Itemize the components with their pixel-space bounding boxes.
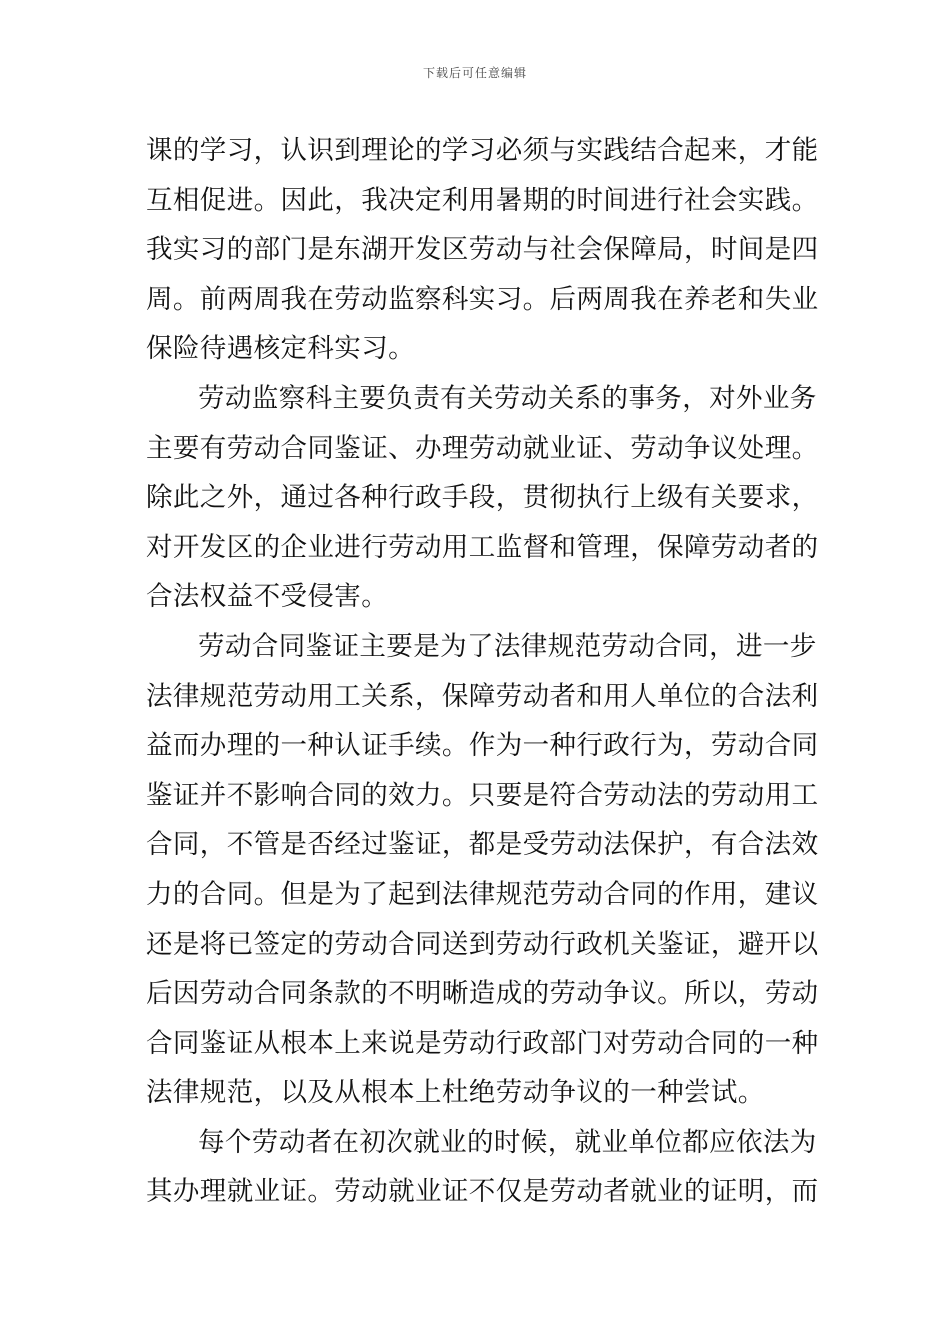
text-line: 法律规范劳动用工关系，保障劳动者和用人单位的合法利 <box>146 680 819 712</box>
text-line: 互相促进。因此，我决定利用暑期的时间进行社会实践。 <box>146 184 819 216</box>
text-line: 其办理就业证。劳动就业证不仅是劳动者就业的证明，而 <box>146 1176 819 1208</box>
paragraph-first-line: 每个劳动者在初次就业的时候，就业单位都应依法为 <box>198 1126 817 1158</box>
page-header: 下载后可任意编辑 <box>422 66 527 80</box>
text-line: 益而办理的一种认证手续。作为一种行政行为，劳动合同 <box>146 730 819 762</box>
text-line: 法律规范，以及从根本上杜绝劳动争议的一种尝试。 <box>146 1077 765 1109</box>
text-line: 周。前两周我在劳动监察科实习。后两周我在养老和失业 <box>146 283 819 315</box>
text-line: 合同，不管是否经过鉴证，都是受劳动法保护，有合法效 <box>146 829 819 861</box>
text-line: 除此之外，通过各种行政手段，贯彻执行上级有关要求， <box>146 482 819 514</box>
text-line: 对开发区的企业进行劳动用工监督和管理，保障劳动者的 <box>146 531 819 563</box>
text-line: 后因劳动合同条款的不明晰造成的劳动争议。所以，劳动 <box>146 978 819 1010</box>
text-line: 还是将已签定的劳动合同送到劳动行政机关鉴证，避开以 <box>146 928 819 960</box>
text-line: 主要有劳动合同鉴证、办理劳动就业证、劳动争议处理。 <box>146 432 819 464</box>
text-line: 保险待遇核定科实习。 <box>146 333 415 365</box>
text-line: 合法权益不受侵害。 <box>146 581 389 613</box>
text-line: 课的学习，认识到理论的学习必须与实践结合起来，才能 <box>146 135 819 166</box>
text-line: 合同鉴证从根本上来说是劳动行政部门对劳动合同的一种 <box>146 1027 819 1059</box>
text-line: 力的合同。但是为了起到法律规范劳动合同的作用，建议 <box>146 878 819 910</box>
text-line: 鉴证并不影响合同的效力。只要是符合劳动法的劳动用工 <box>146 779 819 811</box>
document-body <box>146 126 819 1217</box>
paragraph-first-line: 劳动监察科主要负责有关劳动关系的事务，对外业务 <box>198 382 817 414</box>
text-line: 我实习的部门是东湖开发区劳动与社会保障局，时间是四 <box>146 234 819 266</box>
paragraph-first-line: 劳动合同鉴证主要是为了法律规范劳动合同，进一步 <box>198 630 817 662</box>
